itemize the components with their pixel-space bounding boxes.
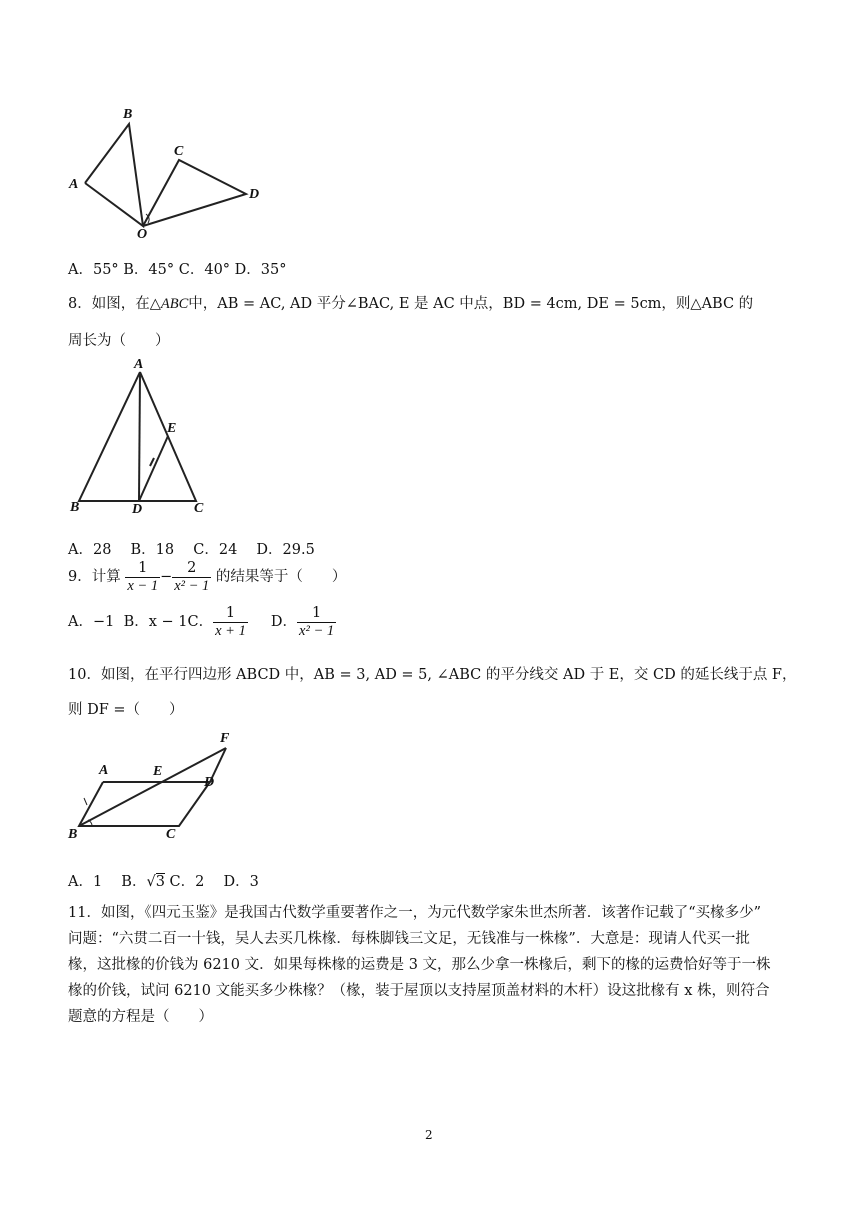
fig8-label-b: B (70, 500, 80, 515)
q9-frac1-num: 1 (138, 560, 148, 576)
fig10-label-d: D (204, 775, 215, 790)
q9-opt-b: B．x − 1 (123, 614, 188, 631)
q9-prefix: 9．计算 (68, 569, 121, 586)
fig10-label-e: E (153, 764, 163, 779)
q9-opt-d: D． (270, 614, 298, 631)
q8-line1-prefix: 8．如图，在△ (68, 296, 161, 312)
q8-options: A．28 B．18 C．24 D．29.5 (68, 542, 315, 558)
q11-line: 11．如图，《四元玉鉴》是我国古代数学重要著作之一，为元代数学家朱世杰所著．该著作记载了“买椽多少” (68, 905, 762, 921)
q9-minus: − (160, 569, 173, 586)
sqrt-symbol-icon: √ (146, 874, 156, 890)
page-number: 2 (425, 1128, 433, 1142)
fig10-label-c: C (166, 827, 176, 842)
q7-options: A．55° B．45° C．40° D．35° (68, 262, 287, 278)
q11-paragraph (68, 900, 771, 1030)
q8-line1-rest: 中，AB = AC, AD 平分∠BAC, E 是 AC 中点，BD = 4cm, DE = 5cm，则△ABC 的 (188, 296, 754, 312)
q9-frac2-den: x² − 1 (174, 577, 210, 594)
fig10-label-a: A (99, 763, 109, 778)
q10-options-a: A．1 B． (68, 874, 147, 890)
q9-opt-d-den: x² − 1 (299, 622, 335, 639)
q9-frac1-den: x − 1 (127, 577, 159, 594)
fig8-label-d: D (132, 502, 143, 517)
q10-line2: 则 DF =（ ） (68, 702, 184, 718)
q10-options (68, 870, 259, 891)
q10-sqrt-radicand: 3 (155, 874, 165, 890)
q9-opt-c: C． (187, 614, 214, 631)
q9-opt-c-den: x + 1 (215, 622, 246, 639)
fig8-label-a: A (134, 357, 144, 372)
q10-line1: 10．如图，在平行四边形 ABCD 中，AB = 3, AD = 5, ∠ABC 的平分线交 AD 于 E，交 CD 的延长线于点 F， (68, 667, 797, 683)
fig7-label-a: A (69, 177, 79, 192)
fig8-label-e: E (167, 421, 177, 436)
q9-suffix: 的结果等于（ ） (215, 569, 347, 586)
fig10-label-f: F (220, 731, 230, 746)
q9-opt-c-num: 1 (225, 605, 236, 621)
q11-line: 椽，这批椽的价钱为 6210 文．如果每株椽的运费是 3 文，那么少拿一株椽后，剩下的椽的运费恰好等于一株 (68, 957, 771, 973)
fig7-label-d: D (249, 187, 260, 202)
q11-line: 问题：“六贯二百一十钱，吴人去买几株椽．每株脚钱三文足，无钱准与一株椽”．大意是：现请人代买一批 (68, 931, 750, 947)
q9-opt-d-num: 1 (311, 605, 322, 621)
q9-frac2-num: 2 (187, 560, 197, 576)
q11-line: 题意的方程是（ ） (68, 1009, 213, 1025)
fig7-label-b: B (123, 107, 133, 122)
q9-opt-a: A．−1 (68, 614, 115, 631)
fig10-label-b: B (68, 827, 78, 842)
q8-abc: ABC (160, 296, 189, 312)
q11-line: 椽的价钱，试问 6210 文能买多少株椽？（椽，装于屋顶以支持屋顶盖材料的木杆）设这批椽有 x 株，则符合 (68, 983, 770, 999)
q10-options-rest: C．2 D．3 (164, 874, 259, 890)
q8-line2: 周长为（ ） (68, 333, 170, 349)
fig8-label-c: C (194, 501, 204, 516)
fig7-label-c: C (174, 144, 184, 159)
fig7-label-o: O (137, 227, 148, 242)
